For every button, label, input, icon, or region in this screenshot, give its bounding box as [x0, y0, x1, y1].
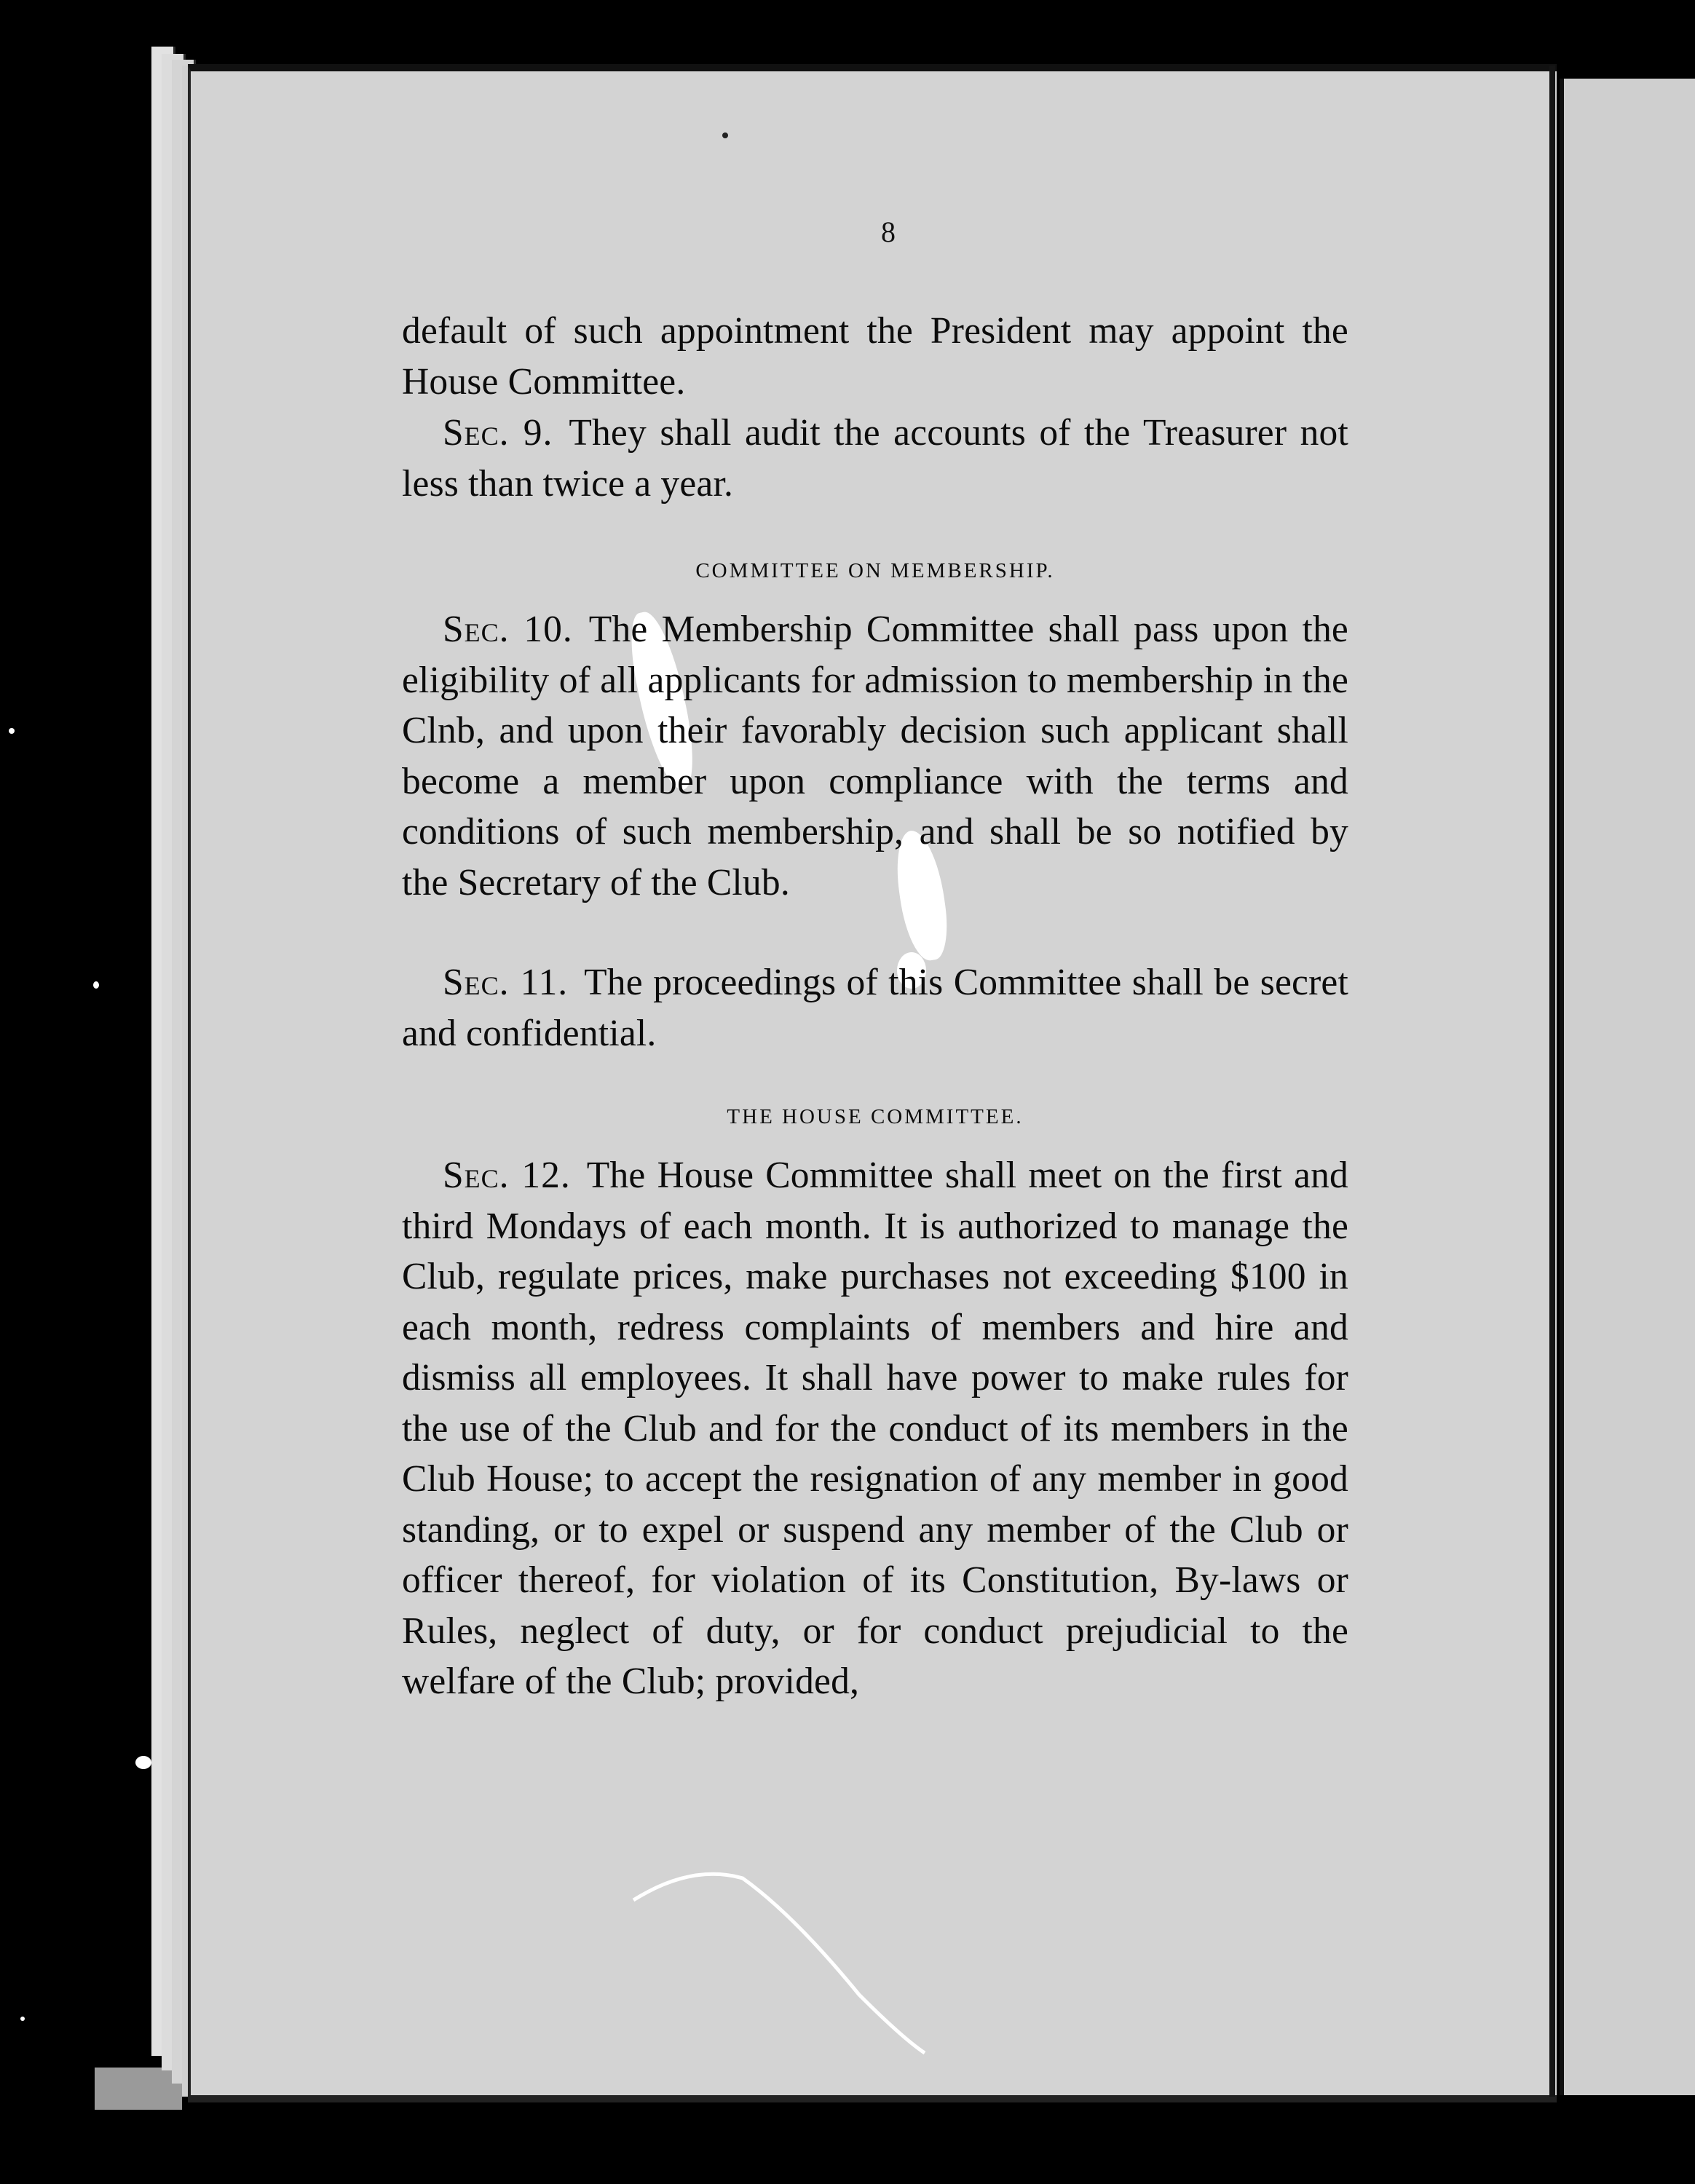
paragraph-text: They shall audit the accounts of the Treasurer not less than twice a year. — [402, 412, 1348, 505]
section-9 — [402, 408, 1348, 509]
paragraph — [402, 306, 1348, 407]
heading-committee-on-membership: COMMITTEE ON MEMBERSHIP. — [695, 559, 1055, 582]
speck — [20, 2017, 25, 2021]
scratch-mark — [626, 1864, 932, 2060]
speck — [93, 981, 99, 989]
section-label: Sec. 9. — [443, 412, 553, 454]
paragraph-text: default of such appointment the President may appoint the House Committee. — [402, 310, 1348, 403]
gutter-line — [1549, 66, 1555, 2097]
speck — [135, 1756, 151, 1769]
paragraph-text: The Membership Committee shall pass upon the eligibility of all applicants for admission to membership in the Clnb, and upon their favorably decision such applicant shall become a member upon compliance with the terms and conditions of such membership, and shall be so notified by the Secretary of the Club. — [402, 609, 1348, 903]
section-label: Sec. 11. — [443, 962, 569, 1003]
section-11 — [402, 957, 1348, 1059]
section-label: Sec. 12. — [443, 1155, 571, 1196]
section-label: Sec. 10. — [443, 609, 573, 650]
paragraph-text: The House Committee shall meet on the first and third Mondays of each month. It is authorized to manage the Club, regulate prices, make purchases not exceeding $100 in each month, redress complaints of members and hire and dismiss all employees. It shall have power to make rules for the use of the Club and for the conduct of its members in the Club House; to accept the resignation of any member in good standing, or to expel or suspend any member of the Club or officer thereof, for violation of its Constitution, By-laws or Rules, neglect of duty, or for conduct prejudicial to the welfare of the Club; provided, — [402, 1155, 1348, 1702]
paragraph-text: The proceedings of this Committee shall be secret and confidential. — [402, 962, 1348, 1054]
page-number: 8 — [881, 215, 896, 248]
speck — [722, 132, 728, 138]
section-10 — [402, 604, 1348, 908]
page-edge — [95, 2068, 182, 2110]
facing-page — [1560, 79, 1695, 2095]
section-12 — [402, 1150, 1348, 1707]
heading-house-committee: THE HOUSE COMMITTEE. — [727, 1105, 1024, 1128]
speck — [9, 728, 15, 734]
